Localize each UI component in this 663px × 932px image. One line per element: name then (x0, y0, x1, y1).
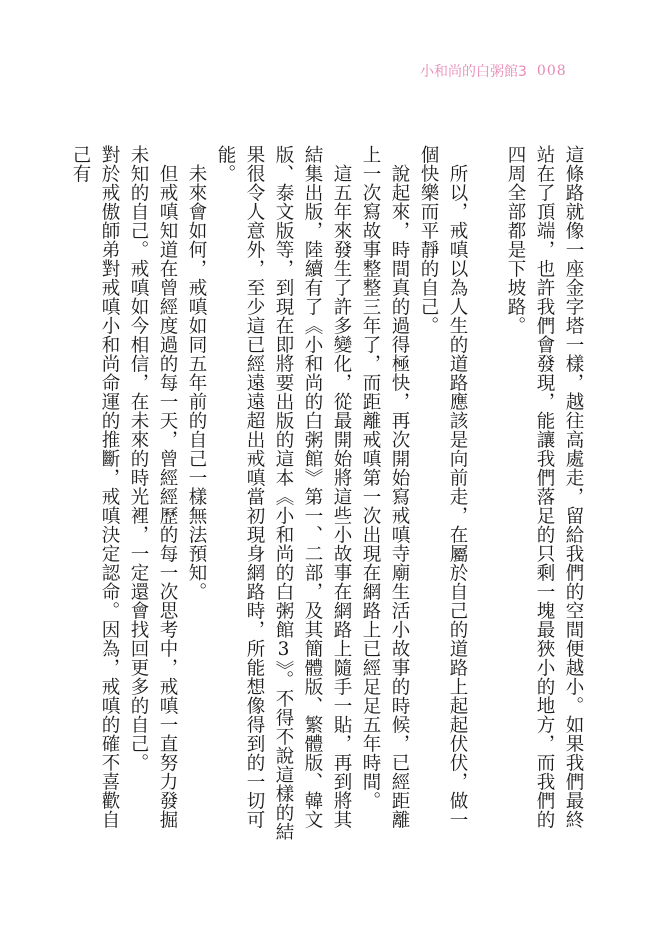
paragraph-1: 這條路就像一座金字塔一樣，越往高處走，留給我們的空間便越小。如果我們最終站在了頂端，也許我們會發現，能讓我們落足的只剩一塊最狹小的地方，而我們的四周全部都是下坡路。 (505, 145, 584, 829)
paragraph-2: 所以，戒嗔以為人生的道路應該是向前走，在屬於自己的道路上起起伏伏，做一個快樂而平靜的自己。 (418, 145, 468, 829)
page-number: 008 (536, 63, 567, 79)
running-header (420, 60, 640, 82)
paragraph-3: 說起來，時間真的過得極快，再次開始寫戒嗔寺廟生活小故事的時候，已經距離上一次寫故事整整三年了，而距離戒嗔第一次出現在網路上已經足足五年時間。 (360, 145, 410, 829)
paragraph-7: 對於戒傲師弟對戒嗔小和尚命運的推斷，戒嗔決定認命。因為，戒嗔的確不喜歡自己有 (70, 145, 120, 829)
paragraph-5: 未來會如何，戒嗔如同五年前的自己一樣無法預知。 (186, 163, 207, 601)
paragraph-6: 但戒嗔知道在曾經度過的每一天，曾經經歷的每一次思考中，戒嗔一直努力發掘未知的自己。戒嗔如今相信，在未來的時光裡，一定還會找回更多的自己。 (128, 145, 178, 829)
book-title: 小和尚的白粥館3 (420, 64, 527, 80)
paragraph-4: 這五年來發生了許多變化，從最開始將這些小故事在網路上隨手一貼，再到將其結集出版，陸續有了《小和尚的白粥館》第一、二部，及其簡體版、繁體版、韓文版、泰文版等，到現在即將要出版的這本《小和尚的白粥館3》。不得不說這樣的結果很令人意外，至少這已經遠遠超出戒嗔當初現身網路時，所能想像得到的一切可能。 (215, 145, 352, 842)
vertical-body-text (66, 145, 588, 845)
